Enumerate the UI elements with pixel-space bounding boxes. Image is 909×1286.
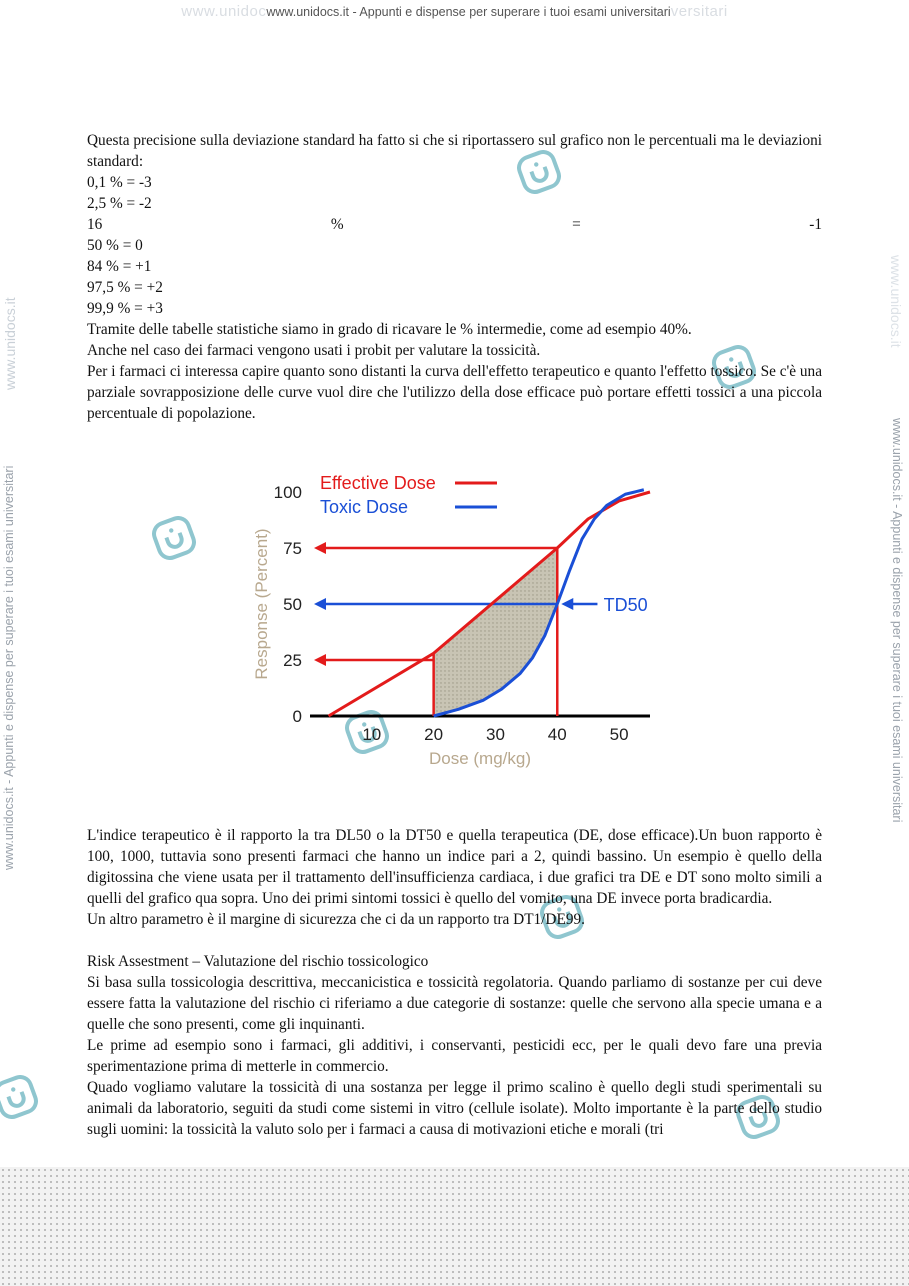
- list-item: 84 % = +1: [87, 258, 152, 275]
- chart-svg: [240, 466, 670, 778]
- list-item: 0,1 % = -3: [87, 174, 152, 191]
- list-item-part: =: [572, 216, 581, 233]
- x-tick-label: 20: [424, 725, 444, 744]
- td50-arrow-head-left: [314, 598, 326, 610]
- td50-arrow-head-right: [561, 598, 573, 610]
- ed75-arrow-head: [314, 542, 326, 554]
- paragraph-intro: Questa precisione sulla deviazione standard ha fatto si che si riportassero sul grafico non le percentuali ma le deviazioni standard:: [87, 132, 822, 170]
- watermark-side-left: www.unidocs.it - Appunti e dispense per superare i tuoi esami universitari: [2, 465, 16, 870]
- dose-response-chart: [240, 466, 670, 778]
- paragraph-spacer: [87, 930, 822, 951]
- watermark-header: [0, 3, 909, 20]
- y-axis-label: Response (Percent): [252, 528, 271, 680]
- watermark-header-ghost-right: versitari: [670, 3, 728, 20]
- y-tick-label: 0: [292, 707, 302, 726]
- x-tick-label: 40: [547, 725, 567, 744]
- watermark-side-left-faint: www.unidocs.it: [2, 297, 18, 390]
- section-title: Risk Assestment – Valutazione del rischio tossicologico: [87, 953, 429, 970]
- watermark-header-text[interactable]: www.unidocs.it - Appunti e dispense per superare i tuoi esami universitari: [266, 5, 671, 19]
- ed25-arrow-head: [314, 654, 326, 666]
- page-footer-pattern: [0, 1167, 909, 1286]
- shaded-region: [434, 548, 558, 716]
- watermark-side-right: www.unidocs.it - Appunti e dispense per superare i tuoi esami universitari: [890, 418, 904, 823]
- text-block-top: [87, 130, 822, 424]
- unidocs-logo-icon: [0, 1075, 38, 1119]
- y-tick-label: 50: [283, 595, 302, 614]
- paragraph: Un altro parametro è il margine di sicurezza che ci da un rapporto tra DT1/DE99.: [87, 911, 585, 928]
- x-axis-label: Dose (mg/kg): [428, 749, 532, 768]
- watermark-header-ghost-left: www.unidoc: [181, 3, 267, 20]
- paragraph: Per i farmaci ci interessa capire quanto sono distanti la curva dell'effetto terapeutico e quanto l'effetto tossico. Se c'è una parziale sovrapposizione delle curve vuol dire che l'utilizzo della dose efficace può portare effetti tossici a una piccola percentuale di popolazione.: [87, 363, 822, 422]
- list-item-justified: [87, 214, 822, 235]
- y-tick-label: 25: [283, 651, 302, 670]
- x-tick-label: 10: [362, 725, 382, 744]
- text-block-bottom: [87, 825, 822, 1140]
- paragraph: Le prime ad esempio sono i farmaci, gli additivi, i conservanti, pesticidi ecc, per le quali devo fare una previa sperimentazione prima di metterle in commercio.: [87, 1037, 822, 1075]
- td50-label: TD50: [603, 595, 648, 615]
- paragraph: Anche nel caso dei farmaci vengono usati i probit per valutare la tossicità.: [87, 342, 541, 359]
- y-tick-label: 75: [283, 539, 302, 558]
- paragraph: Quado vogliamo valutare la tossicità di una sostanza per legge il primo scalino è quello degli studi sperimentali su animali da laboratorio, seguiti da studi come sistemi in vitro (cellule isolate). Molto importante è la parte dello studio sugli uomini: la tossicità la valuto solo per i farmaci a causa di motivazioni etiche e morali (tri: [87, 1079, 822, 1138]
- list-item: 97,5 % = +2: [87, 279, 163, 296]
- list-item-part: -1: [809, 216, 822, 233]
- paragraph: Si basa sulla tossicologia descrittiva, meccanicistica e tossicità regolatoria. Quando parliamo di sostanze per cui deve essere fatta la valutazione del rischio ci riferiamo a due categorie di sostanze: quelle che servono alla specie umana e a quelle che sono presenti, come gli inquinanti.: [87, 974, 822, 1033]
- legend-label: Toxic Dose: [320, 497, 409, 517]
- legend-label: Effective Dose: [320, 473, 436, 493]
- paragraph: L'indice terapeutico è il rapporto la tra DL50 o la DT50 e quella terapeutica (DE, dose efficace).Un buon rapporto è 100, 1000, tuttavia sono presenti farmaci che hanno un indice pari a 2, quindi bassino. Un esempio è quello della digitossina che viene usata per il trattamento dell'insufficienza cardiaca, i due grafici tra DE e DT sono molto simili a quelli del grafico qua sopra. Uno dei primi sintomi tossici è quello del vomito, una DE invece porta bradicardia.: [87, 827, 822, 907]
- list-item: 2,5 % = -2: [87, 195, 152, 212]
- list-item-part: 16: [87, 216, 103, 233]
- x-tick-label: 30: [485, 725, 505, 744]
- x-tick-label: 50: [609, 725, 629, 744]
- watermark-side-right-faint: www.unidocs.it: [888, 255, 904, 348]
- list-item: 99,9 % = +3: [87, 300, 163, 317]
- list-item: 50 % = 0: [87, 237, 143, 254]
- y-tick-label: 100: [273, 483, 302, 502]
- unidocs-logo-icon: [152, 516, 196, 560]
- list-item-part: %: [330, 216, 344, 233]
- paragraph: Tramite delle tabelle statistiche siamo in grado di ricavare le % intermedie, come ad esempio 40%.: [87, 321, 692, 338]
